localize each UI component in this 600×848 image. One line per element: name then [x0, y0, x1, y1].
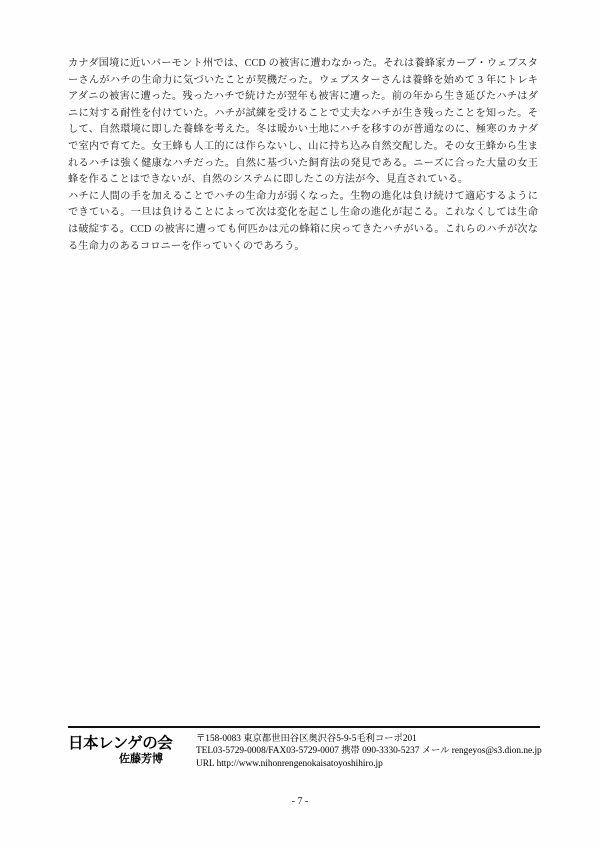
- organization-person: 佐藤芳博: [119, 752, 163, 765]
- footer-content: [68, 732, 540, 770]
- footer-divider: [68, 726, 540, 728]
- organization-name: 日本レンゲの会: [68, 733, 173, 752]
- paragraph-1: カナダ国境に近いバーモント州では、CCD の被害に遭わなかった。それは養蜂家カーブ・ウェブスターさんがハチの生命力に気づいたことが契機だった。ウェブスターさんは養蜂を始めて 3 年にトレキアダニの被害に遭った。残ったハチで続けたが翌年も被害に遭った。前の年から生き延びたハチはダニに対する耐性を付けていた。ハチが試練を受けることで丈夫なハチが生き残ったことを知った。そして、自然環境に即した養蜂を考えた。冬は暖かい土地にハチを移すのが普通なのに、極寒のカナダで室内で育てた。女王蜂も人工的には作らないし、山に持ち込み自然交配した。その女王蜂から生まれるハチは強く健康なハチだった。自然に基づいた飼育法の発見である。ニーズに合った大量の女王蜂を作ることはできないが、自然のシステムに即したこの方法が今、見直されている。: [68, 58, 538, 186]
- body-text-block: [68, 56, 538, 255]
- page-number: - 7 -: [291, 796, 309, 807]
- contact-url: URL http://www.nihonrengenokaisatoyoshihiro.jp: [196, 758, 383, 769]
- contact-address: 〒158-0083 東京都世田谷区奥沢谷5-9-5毛利コーポ201: [196, 734, 417, 744]
- paragraph-2: ハチに人間の手を加えることでハチの生命力が弱くなった。生物の進化は負け続けて適応するようにできている。一旦は負けることによって次は変化を起こし生命の進化が起こる。これなくしては生命は破綻する。CCD の被害に遭っても何匹かは元の蜂箱に戻ってきたハチがいる。これらのハチが次なる生命力のあるコロニーを作っていくのであろう。: [68, 190, 538, 252]
- organization-block: [68, 732, 196, 766]
- contact-block: [196, 732, 542, 770]
- contact-phone: TEL03-5729-0008/FAX03-5729-0007 携帯 090-3330-5237 メール rengeyos@s3.dion.ne.jp: [196, 746, 542, 757]
- page-footer: [68, 726, 540, 770]
